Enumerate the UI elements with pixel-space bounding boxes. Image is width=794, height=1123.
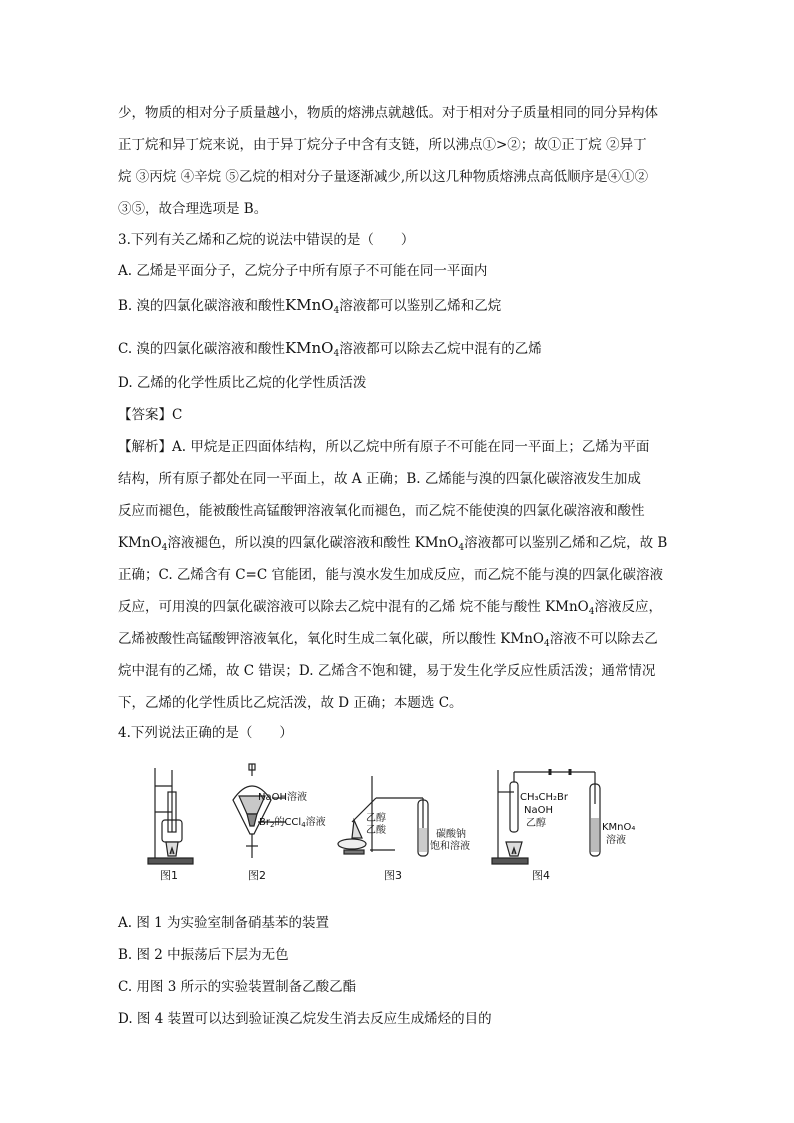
- explanation-line: 正确；C. 乙烯含有 C=C 官能团，能与溴水发生加成反应，而乙烷不能与溴的四氯化碳溶液: [118, 567, 663, 583]
- figure-2-separatory-funnel: [233, 764, 286, 858]
- acetic-acid-label: 乙酸: [366, 825, 386, 836]
- paragraph-line: 正丁烷和异丁烷来说，由于异丁烷分子中含有支链，所以沸点①>②；故①正丁烷 ②异丁: [118, 137, 647, 153]
- figure-2-caption: 图2: [248, 869, 266, 882]
- question-3-option-b: [118, 296, 501, 320]
- paragraph-line: ③⑤，故合理选项是 B。: [118, 201, 268, 217]
- kmno4-formula: KMnO$_4$: [285, 296, 340, 316]
- figure-3-caption: 图3: [384, 869, 402, 882]
- explanation-line: KMnO$_4$溶液褪色，所以溴的四氯化碳溶液和酸性 KMnO$_4$溶液都可以鉴别乙烯和乙烷，故 B: [118, 535, 668, 553]
- figure-4-caption: 图4: [532, 869, 550, 882]
- naoh-label: NaOH: [524, 805, 553, 816]
- option-text: 溶液都可以除去乙烷中混有的乙烯: [339, 341, 542, 357]
- question-4-option-b: B. 图 2 中振荡后下层为无色: [118, 947, 289, 963]
- figure-1-caption: 图1: [160, 869, 178, 882]
- bromoethane-label: CH₃CH₂Br: [520, 792, 568, 803]
- explanation-line: 【解析】A. 甲烷是正四面体结构，所以乙烷中所有原子不可能在同一平面上；乙烯为平面: [118, 439, 650, 455]
- explanation-line: 下，乙烯的化学性质比乙烷活泼，故 D 正确；本题选 C。: [118, 695, 463, 711]
- paragraph-line: 少，物质的相对分子质量越小，物质的熔沸点就越低。对于相对分子质量相同的同分异构体: [118, 105, 658, 121]
- kmno4-label: KMnO₄: [602, 822, 636, 833]
- explanation-line: 反应而褪色，能被酸性高锰酸钾溶液氧化而褪色，而乙烷不能使溴的四氯化碳溶液和酸性: [118, 503, 645, 519]
- figure-1-apparatus: [148, 768, 193, 864]
- explanation-line: 乙烯被酸性高锰酸钾溶液氧化，氧化时生成二氧化碳，所以酸性 KMnO$_4$溶液不可以除去乙: [118, 631, 658, 649]
- kmno4-formula: KMnO$_4$: [118, 535, 168, 553]
- solution-label: 溶液: [606, 835, 626, 846]
- ethanol-2-label: 乙醇: [526, 818, 546, 829]
- paragraph-line: 烷 ③丙烷 ④辛烷 ⑤乙烷的相对分子量逐渐减少,所以这几种物质熔沸点高低顺序是④①②: [118, 169, 649, 185]
- question-3-option-d: D. 乙烯的化学性质比乙烷的化学性质活泼: [118, 375, 367, 391]
- figure-4-elimination-setup: [492, 769, 600, 864]
- saturated-solution-label: 饱和溶液: [430, 841, 470, 852]
- option-text: C. 溴的四氯化碳溶液和酸性: [118, 341, 285, 357]
- question-3-stem: 3.下列有关乙烯和乙烷的说法中错误的是（ ）: [118, 232, 415, 248]
- sodium-carbonate-label: 碳酸钠: [436, 829, 466, 840]
- question-3-option-c: [118, 339, 542, 363]
- apparatus-figure: [140, 762, 645, 884]
- explanation-line: 反应，可用溴的四氯化碳溶液可以除去乙烷中混有的乙烯 烷不能与酸性 KMnO$_4$溶液反应，: [118, 599, 662, 617]
- option-text: B. 溴的四氯化碳溶液和酸性: [118, 298, 286, 314]
- ethanol-label: 乙醇: [366, 813, 386, 824]
- bromine-ccl4-label: $Br_2$的CCl$_4$溶液: [259, 817, 326, 829]
- naoh-solution-label: NaOH溶液: [258, 792, 307, 803]
- question-3-option-a: A. 乙烯是平面分子，乙烷分子中所有原子不可能在同一平面内: [118, 263, 488, 279]
- kmno4-formula: KMnO$_4$: [284, 339, 340, 359]
- answer-label: 【答案】C: [118, 407, 183, 423]
- question-4-option-d: D. 图 4 装置可以达到验证溴乙烷发生消去反应生成烯烃的目的: [118, 1011, 492, 1027]
- question-4-option-c: C. 用图 3 所示的实验装置制备乙酸乙酯: [118, 979, 357, 995]
- question-4-option-a: A. 图 1 为实验室制备硝基苯的装置: [118, 915, 330, 931]
- question-4-stem: 4.下列说法正确的是（ ）: [118, 725, 293, 741]
- explanation-line: 结构，所有原子都处在同一平面上，故 A 正确；B. 乙烯能与溴的四氯化碳溶液发生加成: [118, 471, 641, 487]
- option-text: 溶液都可以鉴别乙烯和乙烷: [339, 298, 502, 314]
- explanation-line: 烷中混有的乙烯，故 C 错误；D. 乙烯含不饱和键，易于发生化学反应性质活泼；通常情况: [118, 663, 656, 679]
